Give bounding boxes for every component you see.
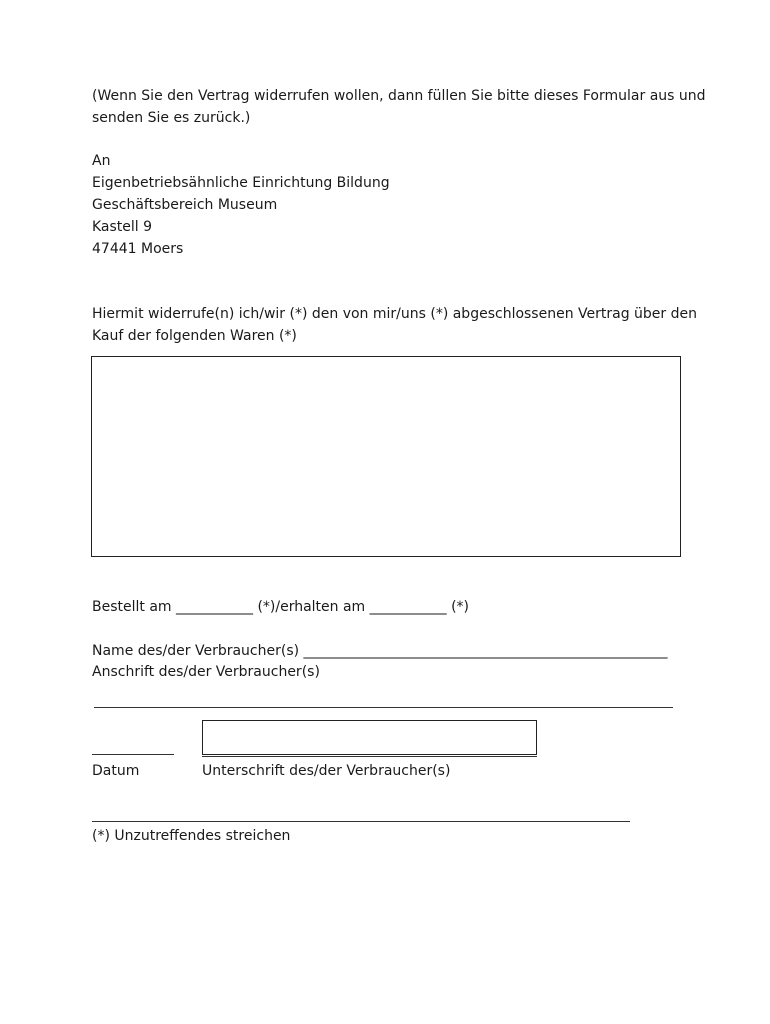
order-dates-line: Bestellt am ___________ (*)/erhalten am ___________ (*) bbox=[92, 599, 470, 615]
withdrawal-statement-line-1: Hiermit widerrufe(n) ich/wir (*) den von mir/uns (*) abgeschlossenen Vertrag über den bbox=[92, 306, 698, 322]
recipient-city: 47441 Moers bbox=[92, 241, 184, 257]
date-field[interactable] bbox=[92, 754, 174, 755]
intro-line-1: (Wenn Sie den Vertrag widerrufen wollen, dann füllen Sie bitte dieses Formular aus und bbox=[92, 88, 706, 104]
consumer-address-field[interactable] bbox=[94, 707, 673, 708]
goods-field[interactable] bbox=[91, 356, 681, 557]
signature-field[interactable] bbox=[202, 720, 537, 755]
consumer-name-line: Name des/der Verbraucher(s) ____________________________________________________ bbox=[92, 643, 668, 659]
footnote-separator bbox=[92, 821, 630, 822]
recipient-to: An bbox=[92, 153, 111, 169]
footnote: (*) Unzutreffendes streichen bbox=[92, 828, 291, 844]
date-label: Datum bbox=[92, 763, 140, 779]
signature-label: Unterschrift des/der Verbraucher(s) bbox=[202, 763, 451, 779]
recipient-department: Geschäftsbereich Museum bbox=[92, 197, 278, 213]
withdrawal-statement-line-2: Kauf der folgenden Waren (*) bbox=[92, 328, 297, 344]
signature-underline bbox=[202, 756, 537, 757]
consumer-address-label: Anschrift des/der Verbraucher(s) bbox=[92, 664, 320, 680]
recipient-organization: Eigenbetriebsähnliche Einrichtung Bildung bbox=[92, 175, 390, 191]
recipient-street: Kastell 9 bbox=[92, 219, 153, 235]
intro-line-2: senden Sie es zurück.) bbox=[92, 110, 251, 126]
